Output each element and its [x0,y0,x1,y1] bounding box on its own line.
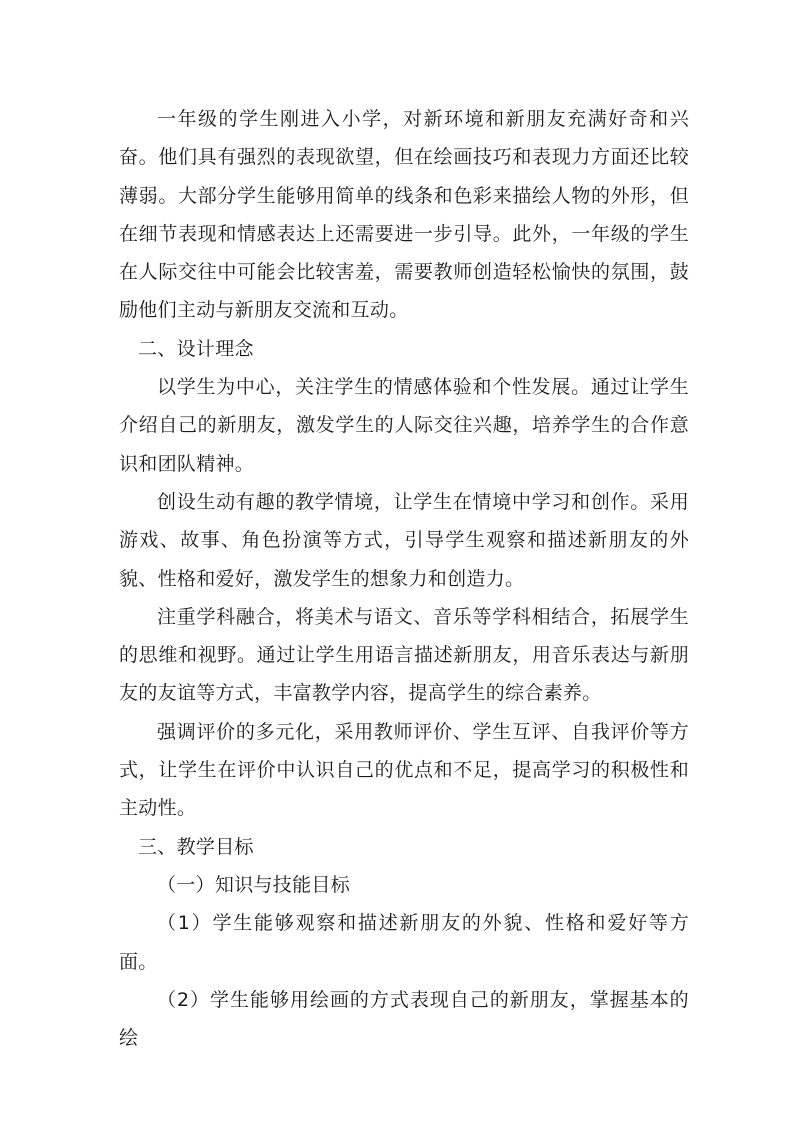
paragraph-subject-integration: 注重学科融合，将美术与语文、音乐等学科相结合，拓展学生的思维和视野。通过让学生用语言描述新朋友，用音乐表达与新朋友的友谊等方式，丰富教学内容，提高学生的综合素养。 [119,605,689,705]
goal-list-item-2: （2）学生能够用绘画的方式表现自己的新朋友，掌握基本的绘 [119,988,689,1050]
document-body [119,100,689,1057]
goal-list-item-1: （1）学生能够观察和描述新朋友的外貌、性格和爱好等方面。 [119,912,689,973]
section-heading-design-concept: 二、设计理念 [138,337,254,360]
paragraph-student-centered: 以学生为中心，关注学生的情感体验和个性发展。通过让学生介绍自己的新朋友，激发学生的人际交往兴趣，培养学生的合作意识和团队精神。 [119,376,689,475]
paragraph-student-analysis: 一年级的学生刚进入小学，对新环境和新朋友充满好奇和兴奋。他们具有强烈的表现欲望，但在绘画技巧和表现力方面还比较薄弱。大部分学生能够用简单的线条和色彩来描绘人物的外形，但在细节表现和情感表达上还需要进一步引导。此外，一年级的学生在人际交往中可能会比较害羞，需要教师创造轻松愉快的氛围，鼓励他们主动与新朋友交流和互动。 [119,108,689,322]
section-heading-teaching-goals: 三、教学目标 [138,835,254,858]
paragraph-diverse-evaluation: 强调评价的多元化，采用教师评价、学生互评、自我评价等方式，让学生在评价中认识自己的优点和不足，提高学习的积极性和主动性。 [119,720,689,820]
subsection-heading-knowledge-skills: （一）知识与技能目标 [157,873,351,896]
paragraph-teaching-situation: 创设生动有趣的教学情境，让学生在情境中学习和创作。采用游戏、故事、角色扮演等方式，引导学生观察和描述新朋友的外貌、性格和爱好，激发学生的想象力和创造力。 [119,490,689,590]
